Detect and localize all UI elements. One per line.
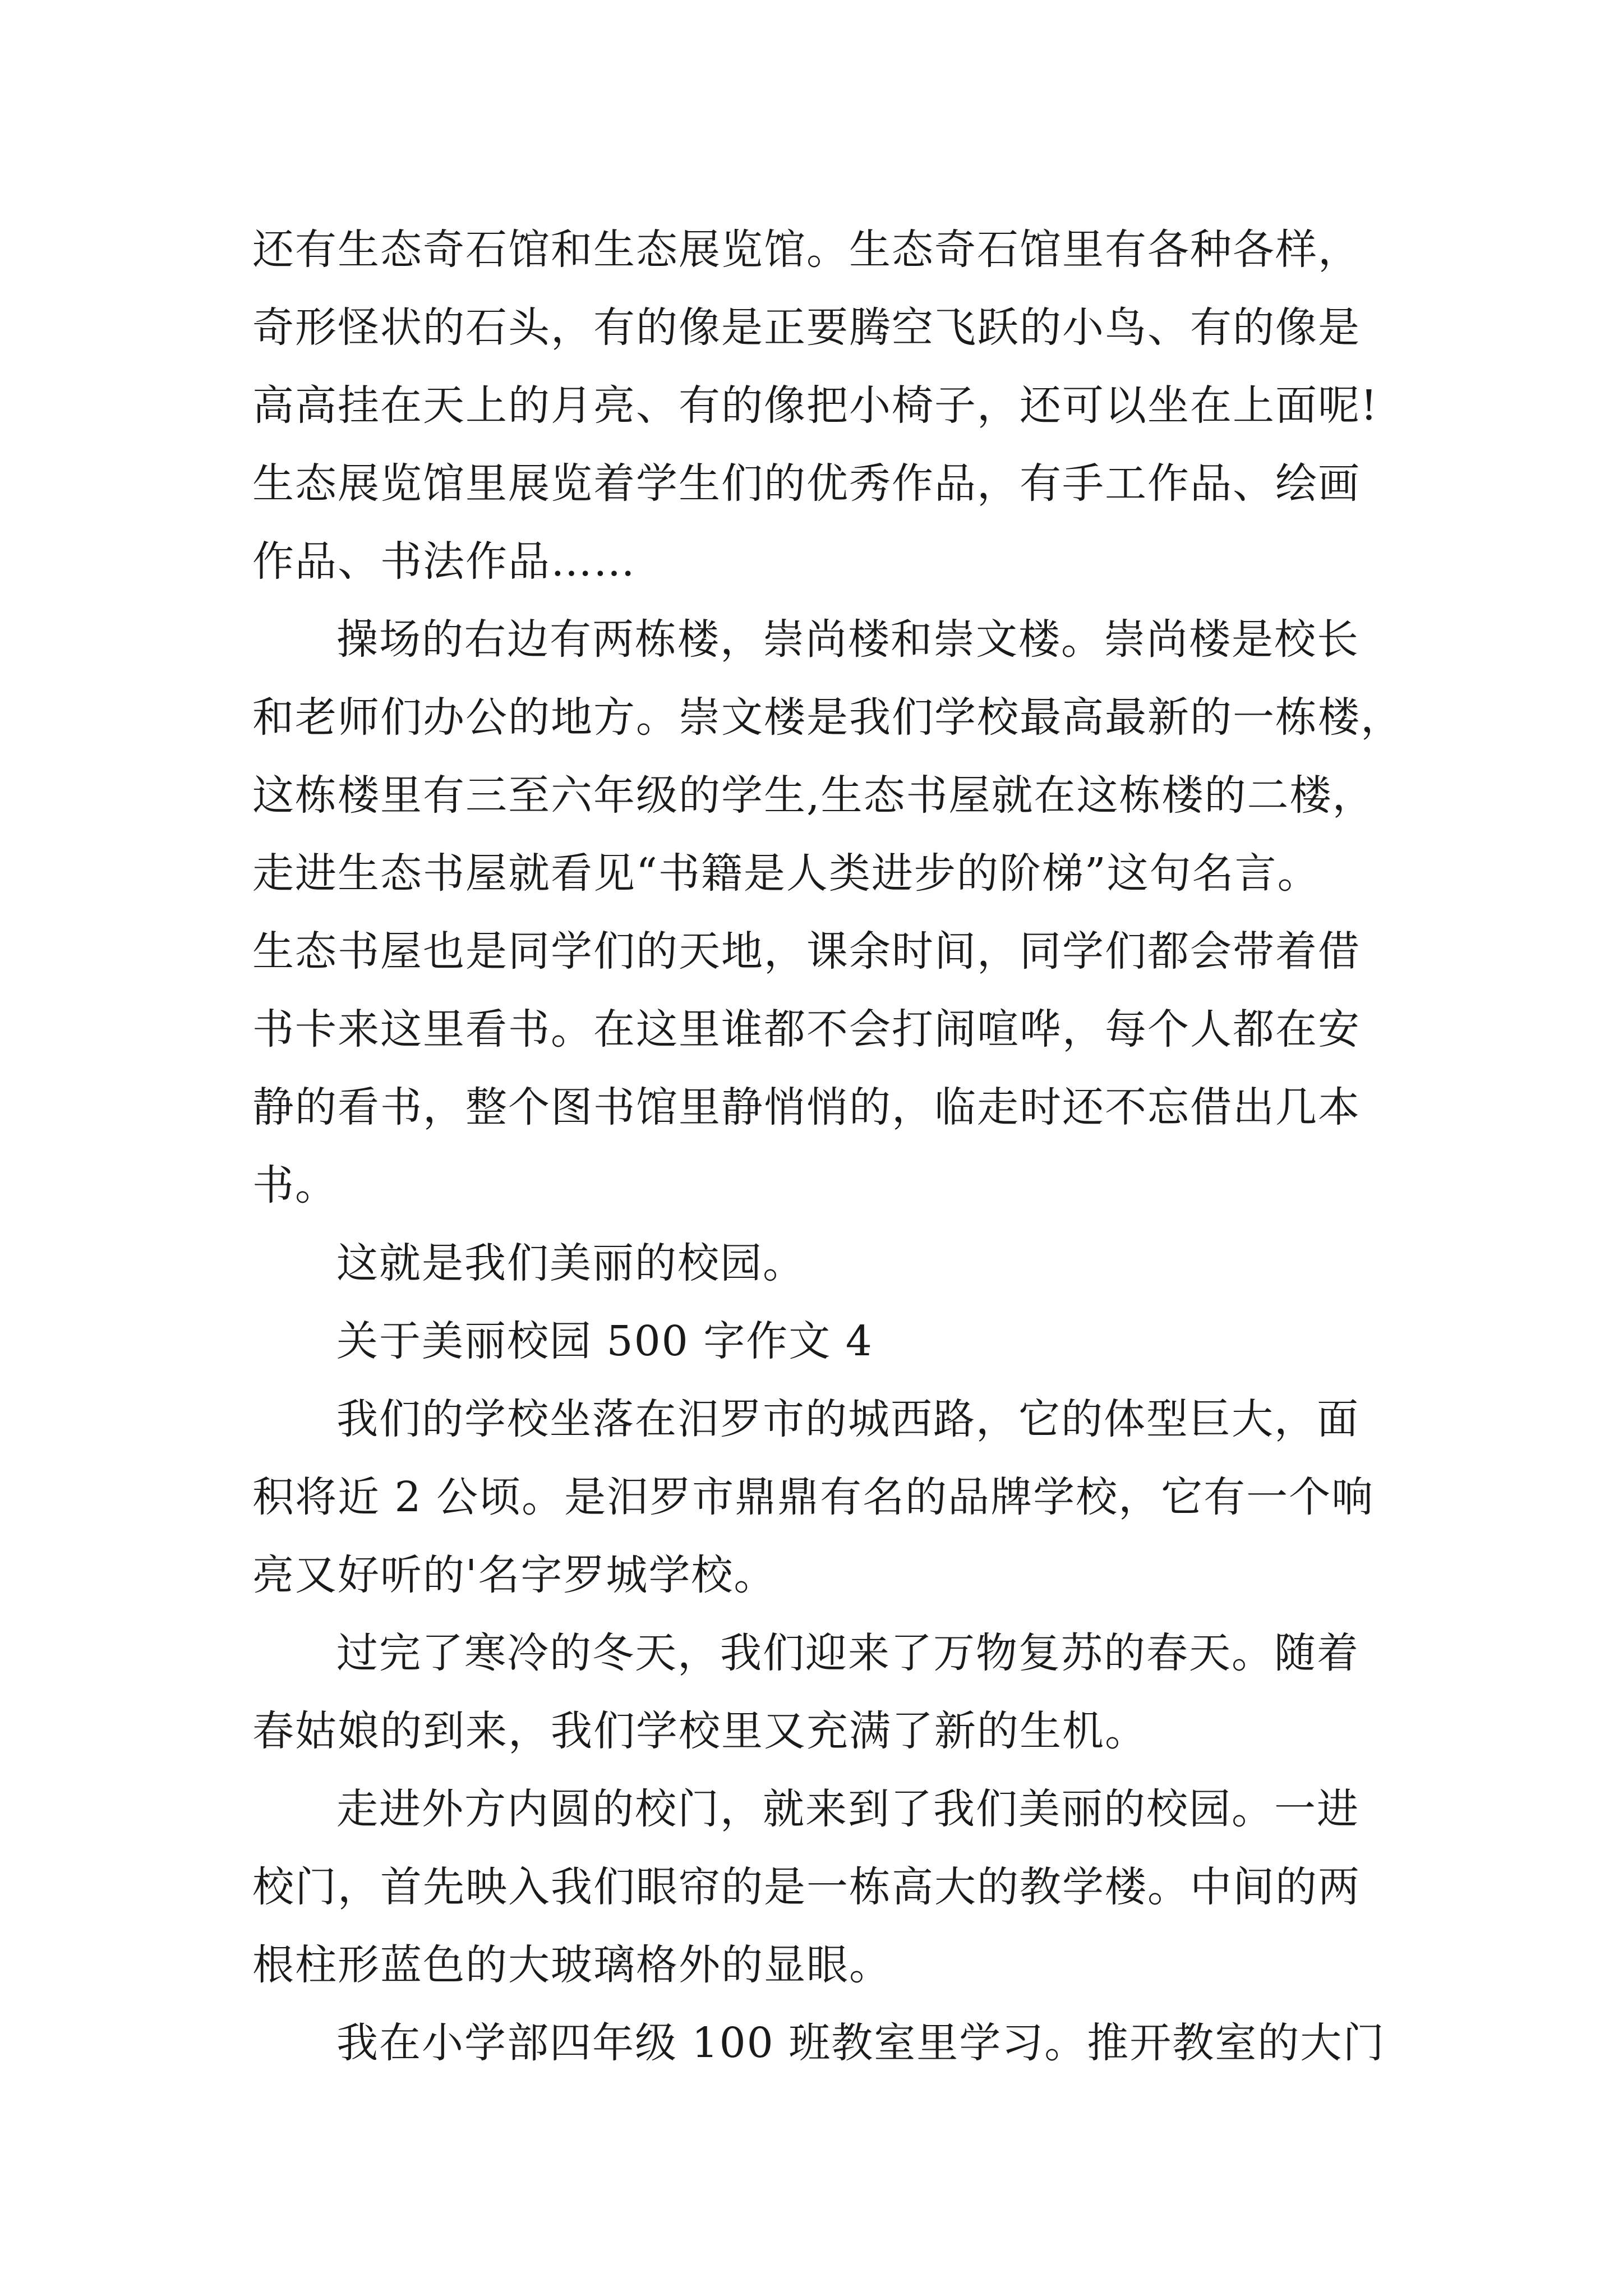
text-line: 高高挂在天上的月亮、有的像把小椅子，还可以坐在上面呢!: [252, 381, 1378, 430]
text-line: 亮又好听的'名字罗城学校。: [252, 1551, 777, 1599]
section-heading: 关于美丽校园 500 字作文 4: [336, 1317, 873, 1365]
text-line: 积将近 2 公顷。是汨罗市鼎鼎有名的品牌学校，它有一个响: [252, 1473, 1375, 1521]
text-line: 走进生态书屋就看见“书籍是人类进步的阶梯”这句名言。: [252, 849, 1320, 898]
text-line: 春姑娘的到来，我们学校里又充满了新的生机。: [252, 1707, 1147, 1755]
text-line: 书卡来这里看书。在这里谁都不会打闹喧哗，每个人都在安: [252, 1005, 1361, 1053]
text-line: 校门，首先映入我们眼帘的是一栋高大的教学楼。中间的两: [252, 1863, 1361, 1911]
text-line: 书。: [252, 1161, 338, 1209]
paragraph-first-line: 过完了寒冷的冬天，我们迎来了万物复苏的春天。随着: [336, 1629, 1359, 1677]
text-line: 奇形怪状的石头，有的像是正要腾空飞跃的小鸟、有的像是: [252, 303, 1361, 352]
text-line: 还有生态奇石馆和生态展览馆。生态奇石馆里有各种各样，: [252, 226, 1361, 274]
paragraph-first-line: 我在小学部四年级 100 班教室里学习。推开教室的大门: [336, 2019, 1386, 2067]
text-line: 生态书屋也是同学们的天地，课余时间，同学们都会带着借: [252, 927, 1361, 976]
text-line: 和老师们办公的地方。崇文楼是我们学校最高最新的一栋楼，: [252, 693, 1403, 742]
paragraph-first-line: 这就是我们美丽的校园。: [336, 1239, 805, 1287]
paragraph-first-line: 我们的学校坐落在汨罗市的城西路，它的体型巨大，面: [336, 1395, 1359, 1443]
text-line: 根柱形蓝色的大玻璃格外的显眼。: [252, 1941, 892, 1989]
paragraph-first-line: 走进外方内圆的校门，就来到了我们美丽的校园。一进: [336, 1785, 1359, 1833]
text-line: 静的看书，整个图书馆里静悄悄的，临走时还不忘借出几本: [252, 1083, 1361, 1131]
text-line: 这栋楼里有三至六年级的学生,生态书屋就在这栋楼的二楼，: [252, 771, 1375, 820]
paragraph-first-line: 操场的右边有两栋楼，崇尚楼和崇文楼。崇尚楼是校长: [336, 615, 1359, 664]
text-line: 生态展览馆里展览着学生们的优秀作品，有手工作品、绘画: [252, 459, 1361, 508]
text-line: 作品、书法作品……: [252, 537, 636, 586]
